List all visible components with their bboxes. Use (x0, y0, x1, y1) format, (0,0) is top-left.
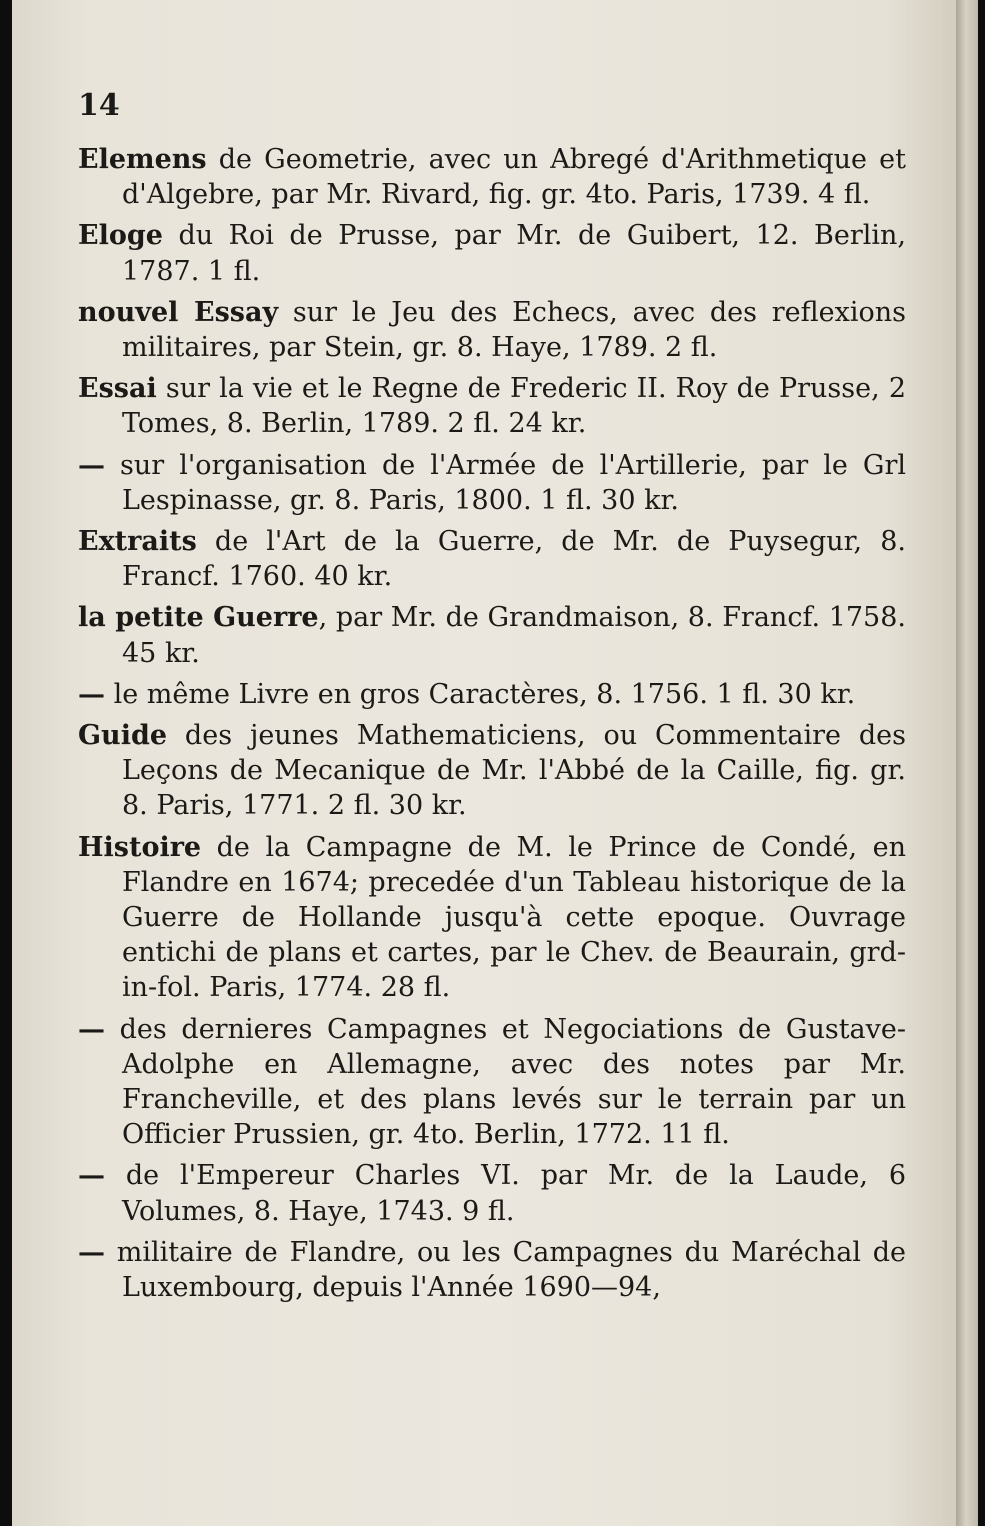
entry-heading: Extraits (78, 526, 197, 558)
entry-text: de Geometrie, avec un Abregé d'Arithmetique et d'Algebre, par Mr. Rivard, fig. gr. 4to. Paris, 1739. 4 fl. (122, 144, 906, 211)
entry-text: de la Campagne de M. le Prince de Condé, en Flandre en 1674; precedée d'un Tableau historique de la Guerre de Hollande jusqu'à cette epoque. Ouvrage entichi de plans et cartes, par le Chev. de Beaurain, grd-in-fol. Paris, 1774. 28 fl. (122, 831, 906, 1004)
catalogue-entry (78, 677, 906, 712)
entry-text: sur l'organisation de l'Armée de l'Artillerie, par le Grl Lespinasse, gr. 8. Paris, 1800. 1 fl. 30 kr. (105, 449, 906, 516)
catalogue-entry (78, 142, 906, 212)
catalogue-entry (78, 600, 906, 670)
catalogue-entry (78, 371, 906, 441)
entry-heading: — (78, 1236, 105, 1268)
catalogue-entry (78, 718, 906, 824)
entry-heading: — (78, 1160, 105, 1192)
entry-text: de l'Empereur Charles VI. par Mr. de la Laude, 6 Volumes, 8. Haye, 1743. 9 fl. (105, 1160, 906, 1227)
catalogue-entries (78, 142, 906, 1311)
entry-heading: Guide (78, 720, 168, 752)
entry-heading: Histoire (78, 831, 202, 863)
entry-text: sur le Jeu des Echecs, avec des reflexions militaires, par Stein, gr. 8. Haye, 1789. 2 fl. (122, 296, 906, 364)
entry-heading: nouvel Essay (78, 296, 279, 328)
entry-heading: Elemens (78, 144, 207, 175)
entry-heading: Essai (78, 373, 157, 405)
catalogue-entry (78, 1158, 906, 1228)
entry-heading: la petite Guerre (78, 602, 319, 634)
entry-text: militaire de Flandre, ou les Campagnes du Maréchal de Luxembourg, depuis l'Année 1690—94, (105, 1236, 906, 1304)
catalogue-entry (78, 448, 906, 518)
entry-text: le même Livre en gros Caractères, 8. 1756. 1 fl. 30 kr. (105, 678, 856, 710)
page-edge (956, 0, 978, 1526)
entry-heading: Eloge (78, 220, 163, 252)
entry-text: des jeunes Mathematiciens, ou Commentaire des Leçons de Mecanique de Mr. l'Abbé de la Caille, fig. gr. 8. Paris, 1771. 2 fl. 30 kr. (122, 720, 906, 822)
entry-text: du Roi de Prusse, par Mr. de Guibert, 12. Berlin, 1787. 1 fl. (122, 220, 906, 287)
catalogue-entry (78, 524, 906, 594)
book-page (12, 0, 960, 1526)
entry-text: sur la vie et le Regne de Frederic II. Roy de Prusse, 2 Tomes, 8. Berlin, 1789. 2 fl. 24 kr. (122, 373, 906, 440)
entry-heading: — (78, 678, 105, 710)
page-number: 14 (78, 88, 120, 123)
catalogue-entry (78, 1012, 906, 1153)
catalogue-entry (78, 218, 906, 288)
catalogue-entry (78, 1235, 906, 1305)
entry-heading: — (78, 449, 105, 481)
catalogue-entry (78, 295, 906, 365)
entry-heading: — (78, 1013, 105, 1045)
entry-text: de l'Art de la Guerre, de Mr. de Puysegur, 8. Francf. 1760. 40 kr. (122, 526, 906, 593)
catalogue-entry (78, 830, 906, 1006)
entry-text: des dernieres Campagnes et Negociations de Gustave-Adolphe en Allemagne, avec des notes par Mr. Francheville, et des plans levés sur le terrain par un Officier Prussien, gr. 4to. Berlin, 1772. 11 fl. (105, 1013, 906, 1151)
entry-text: , par Mr. de Grandmaison, 8. Francf. 1758. 45 kr. (122, 602, 906, 669)
